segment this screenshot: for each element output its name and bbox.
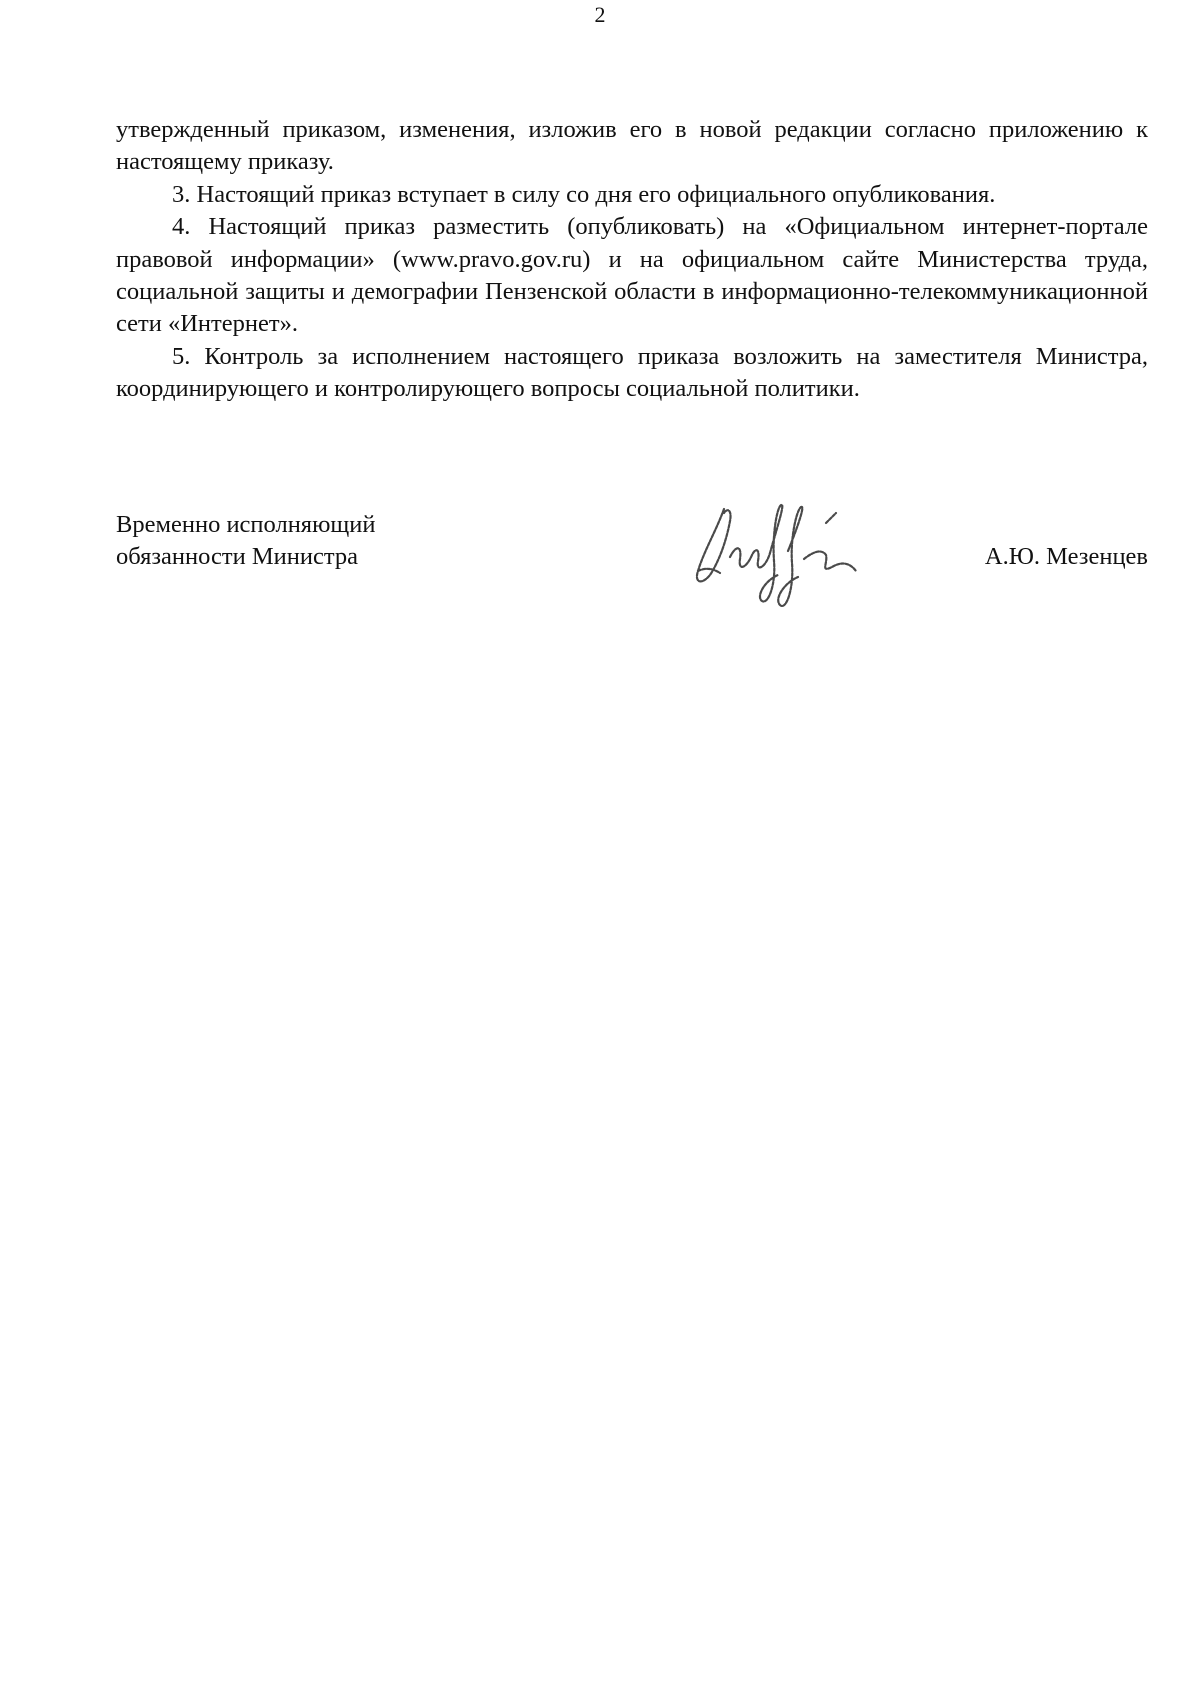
- handwritten-signature-icon: [686, 501, 866, 621]
- paragraph-item-3: 3. Настоящий приказ вступает в силу со дня его официального опубликования.: [172, 180, 996, 208]
- signature-block: [116, 509, 1148, 629]
- document-body: [116, 114, 1148, 406]
- signer-position-line-1: Временно исполняющий: [116, 511, 376, 538]
- signer-position: [116, 509, 375, 573]
- page-number: 2: [594, 2, 606, 27]
- paragraph-item-4: 4. Настоящий приказ разместить (опубликовать) на «Официальном интернет-портале правовой информации» (www.pravo.gov.ru) и на официальном сайте Министерства труда, социальной защиты и демографии Пензенской области в информационно-телекоммуникационной сети «Интернет».: [116, 213, 1148, 338]
- signer-position-line-2: обязанности Министра: [116, 543, 358, 570]
- paragraph-continuation: утвержденный приказом, изменения, изложив его в новой редакции согласно приложению к настоящему приказу.: [116, 116, 1148, 176]
- signer-name: А.Ю. Мезенцев: [984, 543, 1148, 570]
- paragraph-item-5: 5. Контроль за исполнением настоящего приказа возложить на заместителя Министра, координирующего и контролирующего вопросы социальной политики.: [116, 342, 1148, 403]
